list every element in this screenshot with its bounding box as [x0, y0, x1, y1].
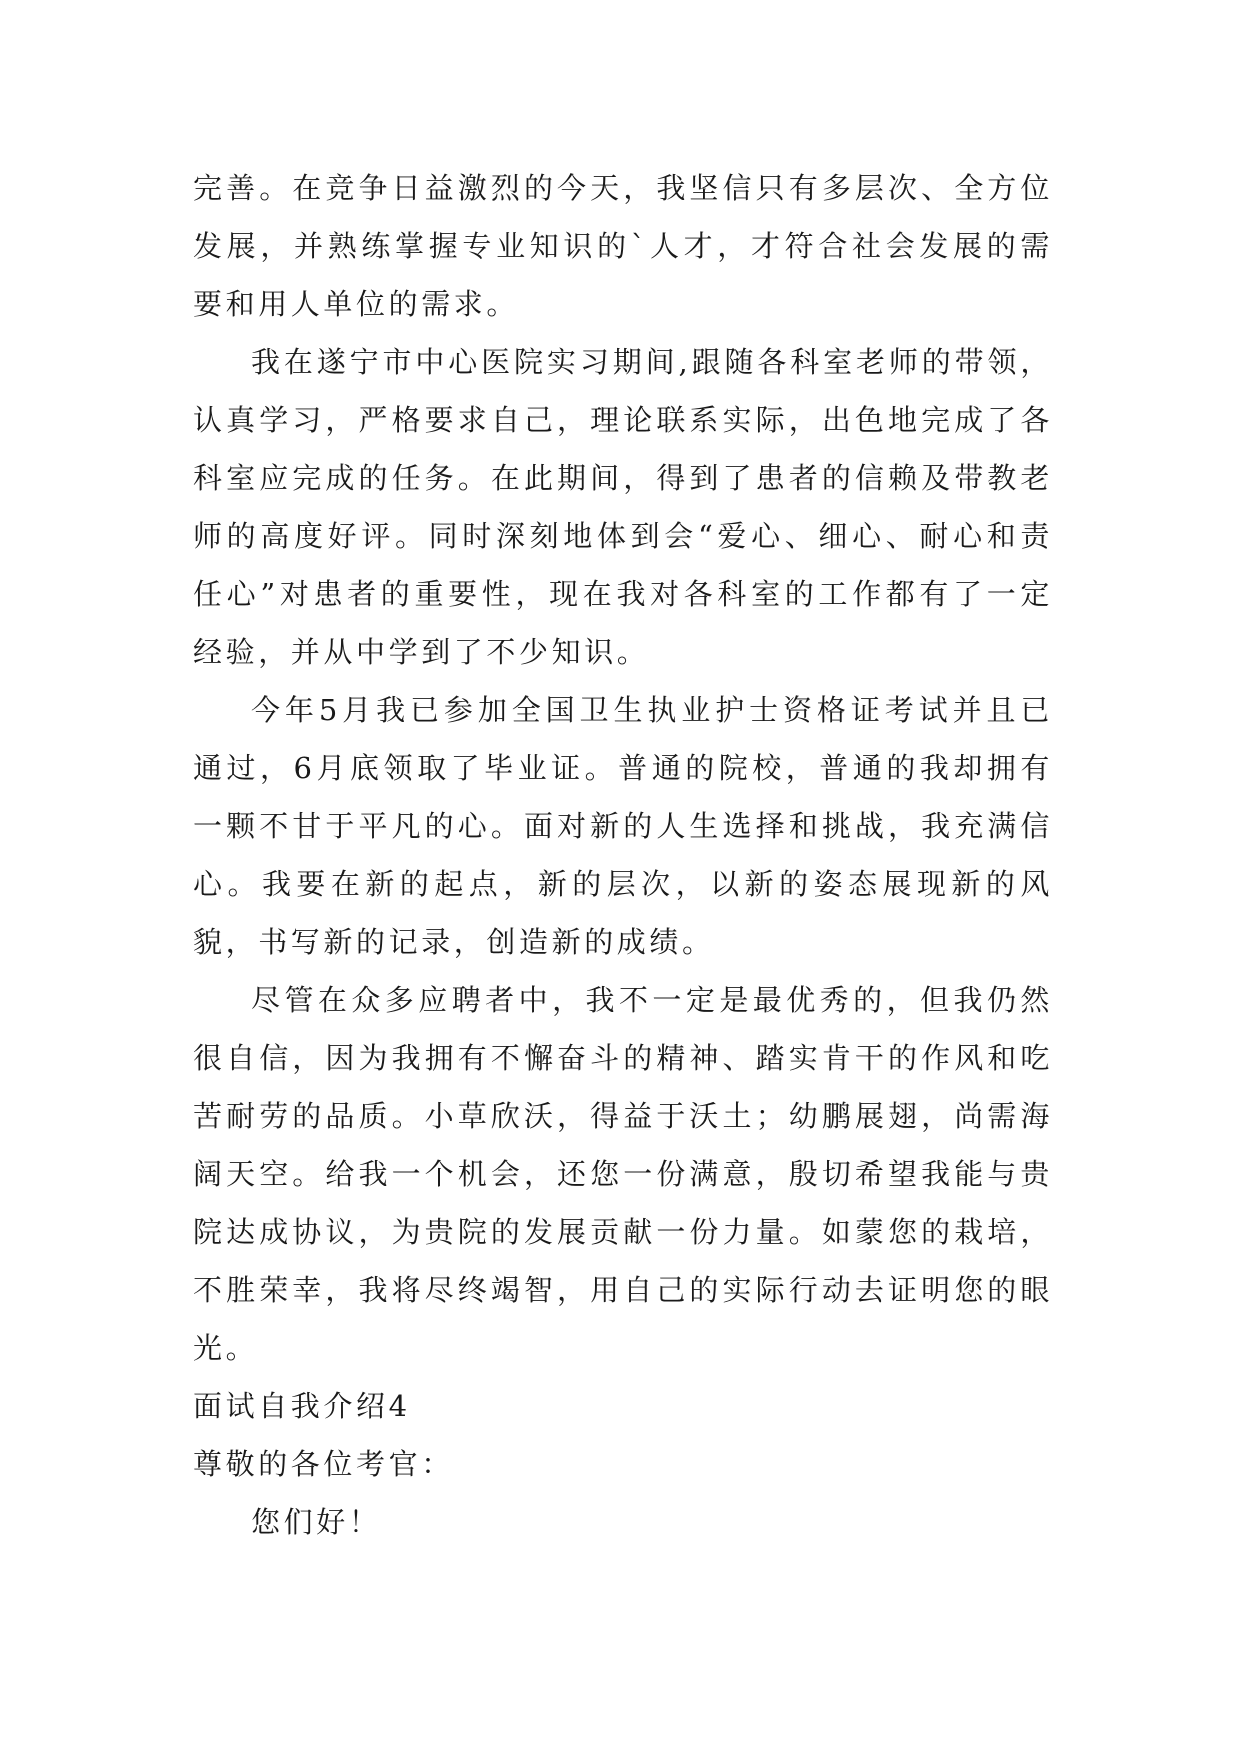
- paragraph-internship: 我在遂宁市中心医院实习期间,跟随各科室老师的带领，认真学习，严格要求自己，理论联系实际，出色地完成了各科室应完成的任务。在此期间，得到了患者的信赖及带教老师的高度好评。同时深刻地体到会“爱心、细心、耐心和责任心”对患者的重要性，现在我对各科室的工作都有了一定经验，并从中学到了不少知识。: [193, 345, 1053, 669]
- document-body: [193, 159, 1053, 1551]
- paragraph-certification: 今年5月我已参加全国卫生执业护士资格证考试并且已通过，6月底领取了毕业证。普通的院校，普通的我却拥有一颗不甘于平凡的心。面对新的人生选择和挑战，我充满信心。我要在新的起点，新的层次，以新的姿态展现新的风貌，书写新的记录，创造新的成绩。: [193, 693, 1053, 959]
- greeting: 您们好！: [251, 1505, 382, 1539]
- section-title: 面试自我介绍4: [193, 1389, 411, 1423]
- paragraph-closing: 尽管在众多应聘者中，我不一定是最优秀的，但我仍然很自信，因为我拥有不懈奋斗的精神、踏实肯干的作风和吃苦耐劳的品质。小草欣沃，得益于沃土；幼鹏展翅，尚需海阔天空。给我一个机会，还您一份满意，殷切希望我能与贵院达成协议，为贵院的发展贡献一份力量。如蒙您的栽培，不胜荣幸，我将尽终竭智，用自己的实际行动去证明您的眼光。: [193, 983, 1053, 1365]
- paragraph-continuation: 完善。在竞争日益激烈的今天，我坚信只有多层次、全方位发展，并熟练掌握专业知识的`人才，才符合社会发展的需要和用人单位的需求。: [193, 171, 1053, 321]
- salutation: 尊敬的各位考官：: [193, 1447, 454, 1481]
